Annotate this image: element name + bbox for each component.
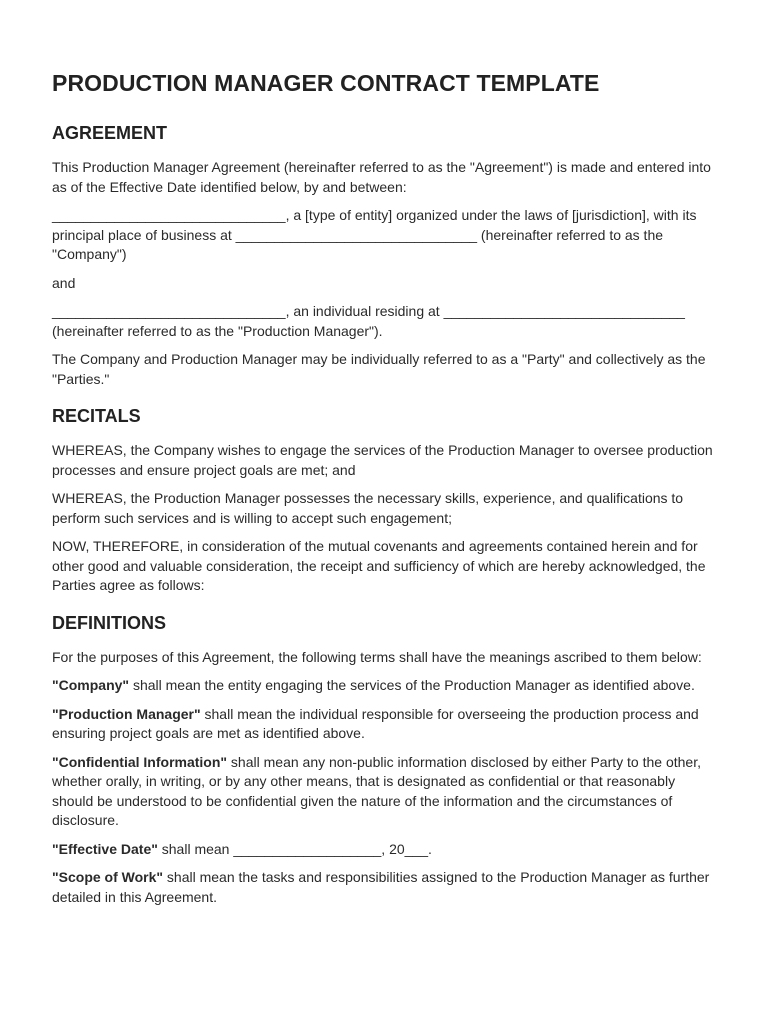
and-paragraph: and xyxy=(52,274,76,291)
definition-term: "Confidential Information" xyxy=(52,753,228,770)
agreement-intro: This Production Manager Agreement (hereinafter referred to as the "Agreement") is made and entered into as of the Effective Date identified below, by and between: xyxy=(52,159,711,195)
definition-term: "Production Manager" xyxy=(52,705,201,722)
definition-text: shall mean the entity engaging the services of the Production Manager as identified above. xyxy=(129,677,695,693)
definition-text: shall mean any non-public information disclosed by either Party to the other, whether orally, in writing, or by any other means, that is designated as confidential or that reasonably should be understood to be confidential given the nature of the information and the circumstances of disclosure. xyxy=(52,753,701,828)
definition-term: "Company" xyxy=(52,677,130,693)
recitals-section xyxy=(52,406,720,596)
definition-text: shall mean the individual responsible for overseeing the production process and ensuring project goals are met as identified above. xyxy=(52,705,699,741)
definition-text: shall mean the tasks and responsibilities assigned to the Production Manager as further detailed in this Agreement. xyxy=(52,869,710,905)
definition-production-manager xyxy=(52,705,720,744)
definition-scope-of-work xyxy=(52,868,720,907)
definition-text: shall mean ___________________, 20___. xyxy=(157,840,432,857)
definition-term: "Effective Date" xyxy=(52,840,158,857)
definition-confidential-information xyxy=(52,753,720,831)
manager-party-paragraph: ______________________________, an individual residing at _______________________________ (hereinafter referred to as the "Production Manager"). xyxy=(52,303,685,339)
definitions-intro: For the purposes of this Agreement, the following terms shall have the meanings ascribed to them below: xyxy=(52,648,702,665)
agreement-section xyxy=(52,123,720,389)
definition-term: "Scope of Work" xyxy=(52,869,164,885)
parties-paragraph: The Company and Production Manager may be individually referred to as a "Party" and collectively as the "Parties." xyxy=(52,351,706,387)
definition-company xyxy=(52,676,720,696)
agreement-heading: AGREEMENT xyxy=(52,123,168,143)
recital-paragraph: WHEREAS, the Company wishes to engage the services of the Production Manager to oversee production processes and ensure project goals are met; and xyxy=(52,442,713,478)
definition-effective-date xyxy=(52,840,720,860)
definitions-section xyxy=(52,613,720,908)
recital-paragraph: NOW, THEREFORE, in consideration of the mutual covenants and agreements contained herein and for other good and valuable consideration, the receipt and sufficiency of which are hereby acknowledged, the Parties agree as follows: xyxy=(52,538,706,593)
recitals-heading: RECITALS xyxy=(52,406,141,426)
recital-paragraph: WHEREAS, the Production Manager possesses the necessary skills, experience, and qualifications to perform such services and is willing to accept such engagement; xyxy=(52,490,684,526)
definitions-heading: DEFINITIONS xyxy=(52,612,167,633)
document-title: PRODUCTION MANAGER CONTRACT TEMPLATE xyxy=(52,70,600,96)
company-party-paragraph: ______________________________, a [type of entity] organized under the laws of [jurisdiction], with its principal place of business at _______________________________ (hereinafter referred to as the "Company") xyxy=(52,207,697,262)
